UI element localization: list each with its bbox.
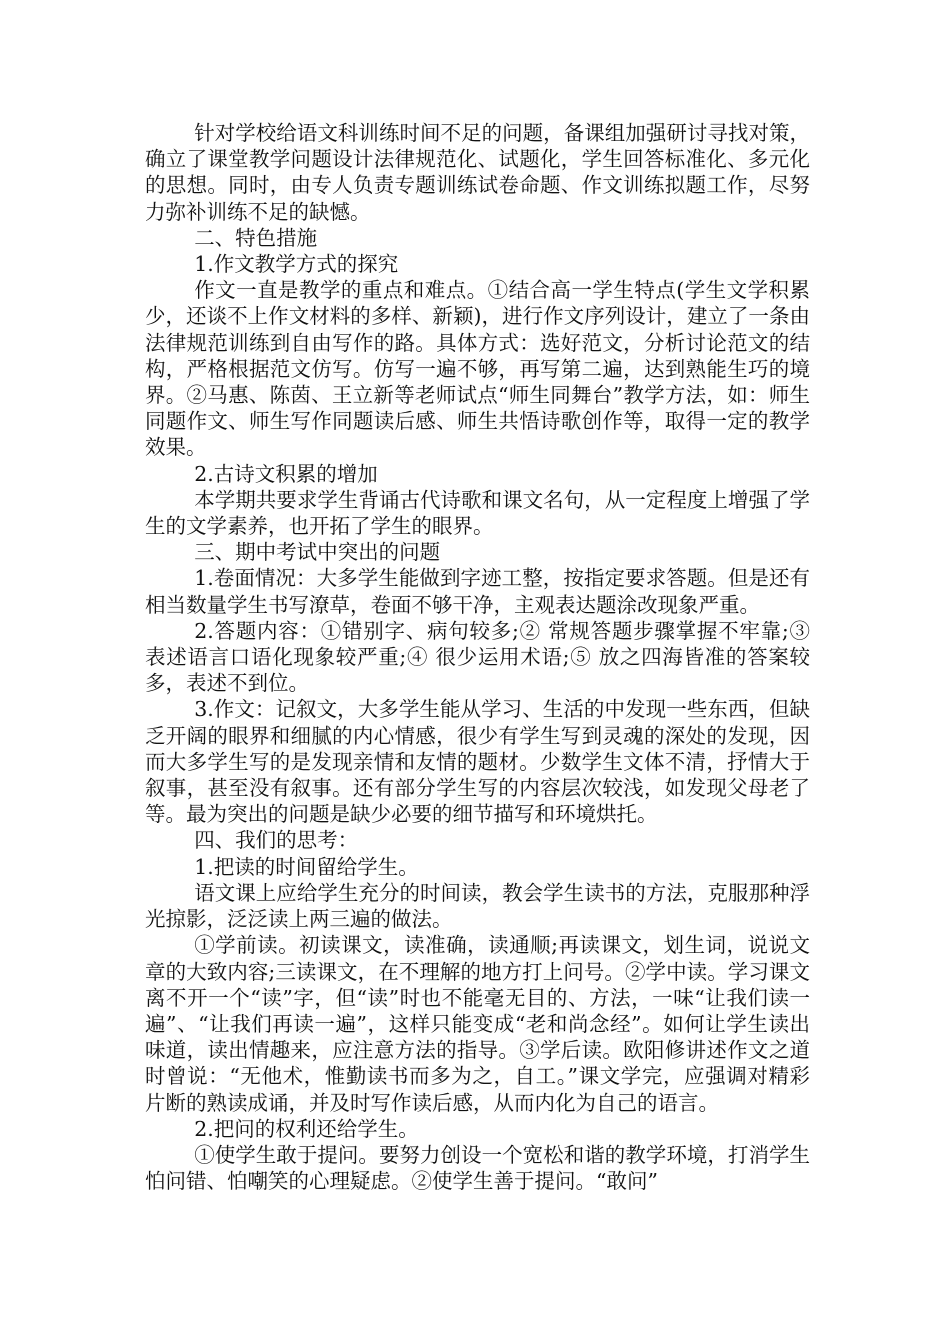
subsection-heading: 2.把问的权利还给学生。 xyxy=(194,1116,419,1141)
paragraph: 1.卷面情况：大多学生能做到字迹工整，按指定要求答题。但是还有相当数量学生书写潦草，卷面不够干净，主观表达题涂改现象严重。 xyxy=(145,566,810,617)
section-heading: 四、我们的思考： xyxy=(194,828,359,853)
subsection-heading: 2.古诗文积累的增加 xyxy=(194,461,378,486)
paragraph: 针对学校给语文科训练时间不足的问题，备课组加强研讨寻找对策，确立了课堂教学问题设计法律规范化、试题化，学生回答标准化、多元化的思想。同时，由专人负责专题训练试卷命题、作文训练拟题工作，尽努力弥补训练不足的缺憾。 xyxy=(145,121,810,224)
paragraph: 作文一直是教学的重点和难点。①结合高一学生特点(学生文学积累少，还谈不上作文材料的多样、新颖)，进行作文序列设计，建立了一条由法律规范训练到自由写作的路。具体方式：选好范文，分析讨论范文的结构，严格根据范文仿写。仿写一遍不够，再写第二遍，达到熟能生巧的境界。②马惠、陈茵、王立新等老师试点“师生同舞台”教学方法，如：师生同题作文、师生写作同题读后感、师生共悟诗歌创作等，取得一定的教学效果。 xyxy=(145,278,810,460)
subsection-heading: 1.把读的时间留给学生。 xyxy=(194,854,419,879)
document-page xyxy=(145,120,810,1194)
paragraph: 3.作文：记叙文，大多学生能从学习、生活的中发现一些东西，但缺乏开阔的眼界和细腻的内心情感，很少有学生写到灵魂的深处的发现，因而大多学生写的是发现亲情和友情的题材。少数学生文体不清，抒情大于叙事，甚至没有叙事。还有部分学生写的内容层次较浅，如发现父母老了等。最为突出的问题是缺少必要的细节描写和环境烘托。 xyxy=(145,697,810,827)
paragraph: ①学前读。初读课文，读准确，读通顺;再读课文，划生词，说说文章的大致内容;三读课文，在不理解的地方打上问号。②学中读。学习课文离不开一个“读”字，但“读”时也不能毫无目的、方法，一味“让我们读一遍”、“让我们再读一遍”，这样只能变成“老和尚念经”。如何让学生读出味道，读出情趣来，应注意方法的指导。③学后读。欧阳修讲述作文之道时曾说：“无他术，惟勤读书而多为之，自工。”课文学完，应强调对精彩片断的熟读成诵，并及时写作读后感，从而内化为自己的语言。 xyxy=(145,933,810,1115)
subsection-heading: 1.作文教学方式的探究 xyxy=(194,252,399,277)
paragraph: 2.答题内容：①错别字、病句较多;② 常规答题步骤掌握不牢靠;③ 表述语言口语化现象较严重;④ 很少运用术语;⑤ 放之四海皆准的答案较多，表述不到位。 xyxy=(145,618,810,696)
section-heading: 二、特色措施 xyxy=(194,225,318,250)
section-heading: 三、期中考试中突出的问题 xyxy=(194,540,441,565)
paragraph: ①使学生敢于提问。要努力创设一个宽松和谐的教学环境，打消学生怕问错、怕嘲笑的心理疑虑。②使学生善于提问。“敢问” xyxy=(145,1142,810,1194)
paragraph: 语文课上应给学生充分的时间读，教会学生读书的方法，克服那种浮光掠影，泛泛读上两三遍的做法。 xyxy=(145,880,810,932)
paragraph: 本学期共要求学生背诵古代诗歌和课文名句，从一定程度上增强了学生的文学素养，也开拓了学生的眼界。 xyxy=(145,487,810,539)
